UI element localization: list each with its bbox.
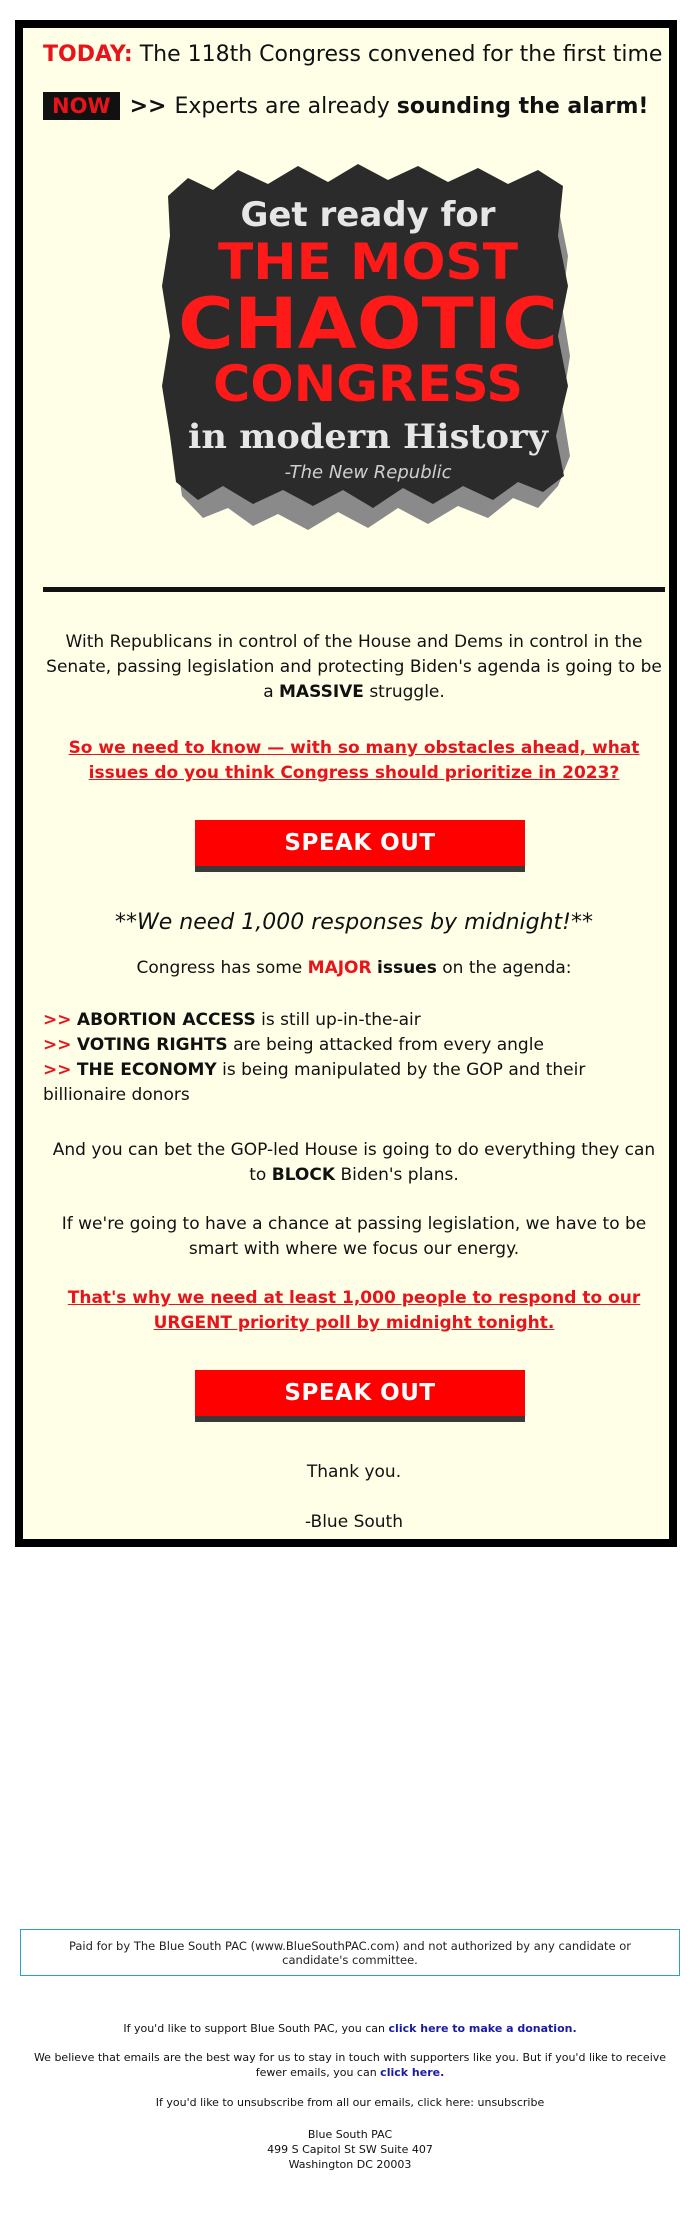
question-link[interactable]: So we need to know — with so many obstacles ahead, what issues do you think Congress should prioritize in 2023?: [68, 738, 640, 783]
paid-for-disclaimer: Paid for by The Blue South PAC (www.BlueSouthPAC.com) and not authorized by any candidate or candidate's committee.: [20, 1929, 680, 1976]
divider-rule: [43, 587, 665, 592]
urgent-paragraph: [43, 1286, 665, 1336]
bullet-arrow: >>: [43, 1010, 72, 1030]
block-text-a: And you can bet the GOP-led House is going to do everything they can to: [52, 1140, 656, 1185]
intro-text-b: struggle.: [369, 682, 445, 702]
fewer-text: We believe that emails are the best way for us to stay in touch with supporters like you. But if you'd like to receive fewer emails, you can: [33, 2051, 667, 2079]
block-paragraph: [43, 1138, 665, 1188]
urgent-link[interactable]: That's why we need at least 1,000 people to respond to our URGENT priority poll by midnight tonight.: [67, 1288, 641, 1333]
fewer-emails-line: [20, 2050, 680, 2080]
support-line: [20, 2021, 680, 2036]
hero-source: -The New Republic: [284, 462, 452, 483]
hero-line4: CONGRESS: [213, 355, 523, 413]
org-address: [20, 2127, 680, 2172]
list-item: [43, 1008, 665, 1033]
signature-text: -Blue South: [305, 1512, 403, 1532]
block-text-b: Biden's plans.: [340, 1165, 459, 1185]
bullet-arrow: >>: [43, 1060, 72, 1080]
bullet-text: is being manipulated by the GOP and their billionaire donors: [43, 1060, 586, 1105]
chance-paragraph: If we're going to have a chance at passing legislation, we have to be smart with where we focus our energy.: [61, 1214, 647, 1259]
bullet-bold: THE ECONOMY: [76, 1060, 217, 1080]
hero-graphic[interactable]: [158, 156, 578, 546]
intro-paragraph: [43, 630, 665, 705]
bullet-arrow: >>: [43, 1035, 72, 1055]
bullet-text: are being attacked from every angle: [233, 1035, 544, 1055]
responses-goal: **We need 1,000 responses by midnight!**: [115, 910, 593, 935]
hero-line5: in modern History: [188, 417, 550, 457]
hero-line2: THE MOST: [218, 233, 518, 291]
list-item: [43, 1033, 665, 1058]
thanks-text: Thank you.: [306, 1462, 402, 1482]
agenda-major: MAJOR: [307, 958, 372, 978]
intro-text-a: With Republicans in control of the House and Dems in control in the Senate, passing legislation and protecting Biden's agenda is going to be a: [46, 632, 662, 702]
alarm-text: Experts are already: [174, 93, 390, 119]
question-paragraph: [43, 736, 665, 786]
agenda-text-b: on the agenda:: [442, 958, 572, 978]
donate-link[interactable]: click here to make a donation.: [388, 2022, 577, 2035]
now-badge: NOW: [43, 92, 120, 120]
bullet-bold: VOTING RIGHTS: [76, 1035, 228, 1055]
support-text: If you'd like to support Blue South PAC, you can: [123, 2022, 386, 2035]
alarm-bold: sounding the alarm!: [396, 93, 649, 119]
today-headline: [43, 42, 662, 67]
unsubscribe-line[interactable]: If you'd like to unsubscribe from all our emails, click here: unsubscribe: [155, 2096, 545, 2109]
block-bold: BLOCK: [271, 1165, 336, 1185]
today-label: TODAY:: [43, 42, 133, 67]
bullet-text: is still up-in-the-air: [261, 1010, 421, 1030]
agenda-list: [43, 1008, 665, 1108]
speak-out-button-1[interactable]: SPEAK OUT: [195, 820, 525, 872]
hero-line1: Get ready for: [240, 195, 496, 235]
agenda-issues: issues: [377, 958, 437, 978]
address-line2: Washington DC 20003: [288, 2158, 412, 2171]
agenda-intro: [43, 956, 665, 981]
org-name: Blue South PAC: [307, 2128, 393, 2141]
agenda-text-a: Congress has some: [136, 958, 303, 978]
bullet-bold: ABORTION ACCESS: [76, 1010, 256, 1030]
today-text: The 118th Congress convened for the first time: [139, 42, 663, 67]
now-headline: [43, 92, 648, 120]
list-item: [43, 1058, 665, 1108]
address-line1: 499 S Capitol St SW Suite 407: [267, 2143, 433, 2156]
email-card: [15, 20, 677, 1547]
fewer-emails-link[interactable]: click here.: [380, 2066, 445, 2079]
hero-line3: CHAOTIC: [178, 283, 558, 365]
intro-massive: MASSIVE: [279, 682, 364, 702]
speak-out-button-2[interactable]: SPEAK OUT: [195, 1370, 525, 1422]
arrows-glyph: >>: [129, 93, 167, 119]
